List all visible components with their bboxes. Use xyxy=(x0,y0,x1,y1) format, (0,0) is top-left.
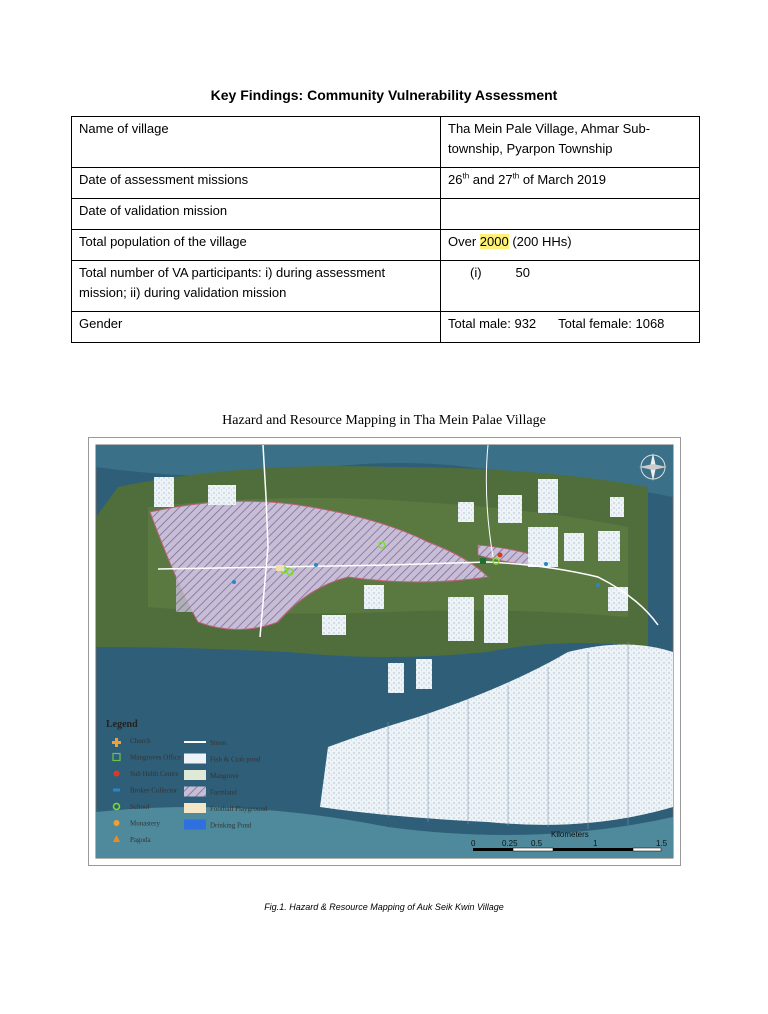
legend-label: Sub Helth Centre xyxy=(130,770,179,778)
pond xyxy=(608,587,628,611)
pond xyxy=(598,531,620,561)
legend-item xyxy=(184,820,252,830)
row-label: Name of village xyxy=(72,117,441,168)
table-row xyxy=(72,312,700,343)
document-heading: Key Findings: Community Vulnerability Assessment xyxy=(210,87,558,103)
pond xyxy=(498,495,522,523)
pond xyxy=(388,663,404,693)
legend-label: Football Playground xyxy=(210,805,268,813)
broker-collector-icon xyxy=(232,580,236,584)
pond xyxy=(458,502,474,522)
hazard-resource-map xyxy=(88,437,681,866)
row-label: Total population of the village xyxy=(72,230,441,261)
participant-count: 50 xyxy=(515,265,531,280)
sub-health-centre-icon xyxy=(498,553,503,558)
broker-collector-icon xyxy=(544,562,548,566)
legend-label: Mangrove xyxy=(210,772,239,780)
legend-swatch xyxy=(184,803,206,813)
legend-item xyxy=(184,803,268,813)
ordinal-suffix: th xyxy=(512,171,520,181)
scale-tick-label: 0.25 xyxy=(502,839,518,848)
participant-index: (i) xyxy=(470,265,482,280)
pond xyxy=(448,597,474,641)
legend-symbol-icon xyxy=(113,789,120,792)
date-day-1: 26 xyxy=(448,172,463,187)
figure-caption: Fig.1. Hazard & Resource Mapping of Auk Seik Kwin Village xyxy=(264,902,504,912)
row-label: Total number of VA participants: i) during assessment mission; ii) during validation mission xyxy=(72,261,441,312)
legend-label: Pagoda xyxy=(130,836,151,844)
map-image xyxy=(88,437,681,866)
date-and: and xyxy=(472,172,495,187)
table-row xyxy=(72,168,700,199)
scale-unit: Kilometers xyxy=(551,830,589,839)
date-day-2: 27 xyxy=(498,172,513,187)
row-value xyxy=(441,312,700,343)
legend-swatch xyxy=(184,787,206,797)
key-findings-table xyxy=(71,116,700,343)
table-row xyxy=(72,117,700,168)
scale-tick-label: 0.5 xyxy=(531,839,543,848)
football-playground-icon xyxy=(276,565,284,571)
broker-collector-icon xyxy=(314,563,318,567)
pond xyxy=(528,527,558,567)
row-value: Tha Mein Pale Village, Ahmar Sub-township, Pyarpon Township xyxy=(441,117,700,168)
legend-item xyxy=(184,787,237,797)
legend-label: Church xyxy=(130,737,151,745)
pond xyxy=(322,615,346,635)
table-row xyxy=(72,230,700,261)
legend-label: Fish & Crab pond xyxy=(210,755,261,764)
legend-swatch xyxy=(184,770,206,780)
date-rest: of March 2019 xyxy=(522,172,606,187)
legend-label: School xyxy=(130,803,150,811)
map-title: Hazard and Resource Mapping in Tha Mein Palae Village xyxy=(222,413,546,428)
pond xyxy=(484,595,508,643)
row-value xyxy=(441,230,700,261)
population-prefix: Over xyxy=(448,234,477,249)
row-label: Date of validation mission xyxy=(72,199,441,230)
row-value xyxy=(441,199,700,230)
pond xyxy=(154,477,174,507)
pond xyxy=(364,585,384,609)
legend-symbol-icon xyxy=(114,820,120,826)
legend-label: Mangroves Office xyxy=(130,753,181,762)
legend-label: Farmland xyxy=(210,788,237,797)
row-value xyxy=(441,261,700,312)
pond xyxy=(416,659,432,689)
scale-tick-label: 1.5 xyxy=(656,839,668,848)
row-value xyxy=(441,168,700,199)
farmland-plot xyxy=(176,577,198,612)
male-total: Total male: 932 xyxy=(448,316,537,331)
legend-swatch xyxy=(184,754,206,764)
legend-title: Legend xyxy=(106,719,138,730)
legend-swatch xyxy=(184,820,206,830)
highlighted-number: 2000 xyxy=(479,234,509,249)
ordinal-suffix: th xyxy=(462,171,470,181)
legend-item xyxy=(184,754,261,764)
female-total: Total female: 1068 xyxy=(558,316,665,331)
legend-label: Broker Collector xyxy=(130,786,178,795)
pond xyxy=(538,479,558,513)
legend-label: Monastery xyxy=(130,819,160,828)
row-label: Gender xyxy=(72,312,441,343)
pond xyxy=(208,485,236,505)
legend-label: Street xyxy=(210,739,227,747)
table-row xyxy=(72,199,700,230)
legend-symbol-icon xyxy=(114,771,120,777)
scale-tick-label: 1 xyxy=(593,839,598,848)
row-label: Date of assessment missions xyxy=(72,168,441,199)
population-suffix: (200 HHs) xyxy=(512,234,572,249)
table-row xyxy=(72,261,700,312)
scale-tick-label: 0 xyxy=(471,839,476,848)
pond xyxy=(610,497,624,517)
broker-collector-icon xyxy=(596,583,600,587)
legend-label: Drinking Pond xyxy=(210,821,252,830)
mangroves-office-icon xyxy=(480,558,486,564)
legend-item xyxy=(184,770,239,780)
pond xyxy=(564,533,584,561)
